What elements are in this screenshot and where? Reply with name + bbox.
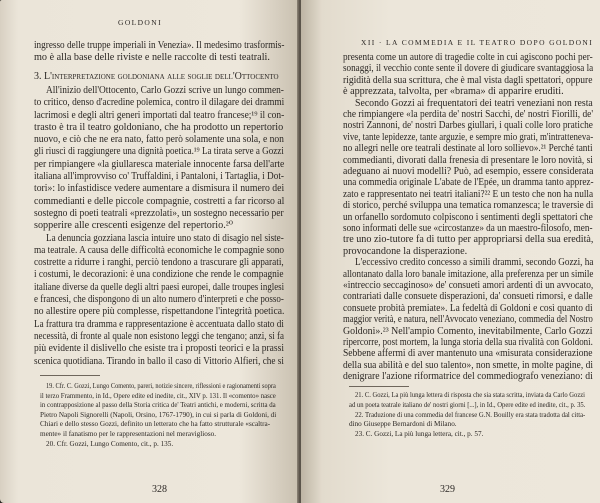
right-footnote-line: 21. C. Gozzi, La più lunga lettera di risposta che sia stata scritta, inviata da Carlo Gozzi	[355, 391, 585, 399]
right-text-line: una commedia originale L'abate de l'Epée, un dramma tanto apprez-	[343, 177, 594, 189]
left-text-line: per rimpiangere «la giullaresca materiale innocente farsa dell'arte	[34, 158, 285, 170]
right-text-line: sonaggi, il vecchio conte sente il dovere di giudicare svantaggiosa la	[343, 63, 594, 75]
right-text-line: Secondo Gozzi ai frequentatori dei teatri veneziani non resta	[355, 97, 593, 109]
left-text-line: La frattura tra dramma e rappresentazione è accentuata dallo stato di	[34, 318, 284, 330]
left-text-line: no allestire opere più complesse, rispettandone l'integrità poetica.	[34, 306, 285, 318]
right-text-line: un orfanello sordomuto colpiscono i sentimenti degli spettatori che	[343, 211, 593, 223]
right-text-line: ripercorre, post mortem, la lunga storia della sua rivalità con Goldoni.	[343, 337, 593, 348]
left-text-line: e francesi, che dispongono di un alto numero d'interpreti e che posso-	[34, 294, 284, 305]
left-footnote-line: in contrapposizione al passo della Storia critica de' Teatri antichi, e moderni, scritta da	[40, 401, 276, 410]
left-text-line: La denuncia gozziana lascia intuire uno stato di disagio nel siste-	[46, 232, 284, 244]
right-text-line: «intreccio seccaginoso» de' consueti amori ardenti di un avvocato,	[343, 280, 594, 291]
left-footnote-line: 20. Cfr. Gozzi, Lungo Comento, cit., p. 135.	[46, 439, 174, 448]
right-text-line: sono informati delle sue «circostanze» da un maestro-filosofo, men-	[343, 223, 593, 234]
left-footnote-rule	[40, 375, 100, 376]
right-page	[301, 0, 600, 503]
right-text-line: è apprezzata, talvolta, per «brama» di apparire eruditi.	[343, 86, 564, 98]
right-text-line: presenta come un autore di tragedie colte in cui agiscono pochi per-	[343, 52, 593, 63]
right-text-line: commedianti, divorati dalla frenesia di presentare le loro novità, si	[343, 154, 593, 166]
right-text-line: L'eccessivo credito concesso a simili drammi, secondo Gozzi, ha	[355, 257, 594, 269]
left-text-line: 3. L'interpretazione goldoniana alle soglie dell'Ottocento	[34, 70, 279, 82]
right-page-number: 329	[440, 484, 455, 495]
left-footnote-line: il terzo Frammento, in Id., Opere edite ed inedite, cit., XIV p. 131. Il «comento» nasce	[40, 391, 276, 400]
left-text-line: All'inizio dell'Ottocento, Carlo Gozzi scrive un lungo commen-	[46, 84, 284, 96]
right-text-line: rigidità della sua scrittura, che è mal vista dagli spettatori, oppure	[343, 74, 593, 86]
right-text-line: adeguano ai nuovi modelli? Può, ad esempio, essere considerata	[343, 166, 594, 177]
right-running-head: XII · LA COMMEDIA E IL TEATRO DOPO GOLDONI	[361, 38, 594, 47]
right-footnote-rule	[349, 386, 409, 387]
left-text-line: italiane diverse da quelle degli altri paesi europei, dalle troupes inglesi	[34, 281, 285, 293]
right-text-line: no allegri nelle ore teatrali destinate al loro sollievo».²¹ Perché tanti	[343, 143, 593, 155]
left-text-line: lacrimosi e degli altri generi importati dal teatro francese;¹⁹ il con-	[34, 109, 285, 121]
right-text-line: provocandone la disperazione.	[343, 245, 468, 257]
left-text-line: necessità, di fronte al quale non esistono leggi che tengano; anzi, si fa	[34, 330, 284, 342]
left-text-line: italiana all'improvviso co' Truffaldini, i Pantaloni, i Tartaglia, i Dot-	[34, 171, 284, 182]
right-text-line: consuete probità premiate». La fedeltà di Goldoni e così quanto di	[343, 302, 593, 314]
right-text-line: che rimpiangere «la perdita de' nostri Sacchi, de' nostri Fiorilli, de'	[343, 109, 594, 120]
right-footnote-line: dino Giuseppe Bernardoni di Milano.	[349, 420, 457, 429]
left-text-line: nuovo, e ciò che ne era nato, fatto però solamente una sola, e non	[34, 134, 284, 146]
left-footnote-line: mente» il fanatismo per le rappresentazioni nel meraviglioso.	[40, 430, 217, 438]
left-text-line: commedianti e delle piccole compagnie, costretti a far ricorso al	[34, 195, 285, 207]
left-text-line: sopperire alle crescenti esigenze del repertorio.²⁰	[34, 220, 233, 232]
right-text-line: tre uno zio-tutore fa di tutto per appropriarsi della sua eredità,	[343, 234, 594, 246]
left-text-line: tori»: lo infastidisce vedere aumentare a dismisura il numero dei	[34, 183, 285, 195]
right-text-line: Sebbene affermi di aver mantenuto una «misurata considerazione	[343, 348, 593, 360]
right-text-line: contrariati dalle consuete disperazioni, da' consueti rimorsi, e dalle	[343, 291, 593, 303]
right-text-line: zato e rappresentato nei teatri italiani?²² E un testo che non ha nulla	[343, 188, 594, 200]
left-text-line: sostegno di poeti teatrali «prezzolati», un sostegno necessario per	[34, 207, 284, 219]
left-text-line: gli riuscì di raggiungere una dignità poetica.¹⁹ La tirata serve a Gozzi	[34, 146, 284, 158]
right-footnote-line: 23. C. Gozzi, La più lunga lettera, cit., p. 57.	[355, 430, 484, 439]
right-text-line: nostri Zannoni, de' nostri Darbes giullari, i quali colle loro pratiche	[343, 120, 593, 132]
right-text-line: Goldoni».²³ Nell'ampio Comento, inevitabilmente, Carlo Gozzi	[343, 325, 593, 337]
left-text-line: ma teatrale. A causa delle difficoltà economiche le compagnie sono	[34, 244, 285, 256]
left-text-line: ingresso delle truppe imperiali in Venezia». Il medesimo trasformis-	[34, 40, 285, 51]
right-text-line: di storico, perché sviluppa una tematica romanzesca; le traversie di	[343, 200, 594, 212]
left-footnote-line: 19. Cfr. C. Gozzi, Lungo Comento, pareri, notizie sincere, riflessioni e ragionamenti sopra	[46, 382, 276, 390]
left-text-line: scenica quotidiana. Tirando in ballo il caso di Vittorio Alfieri, che si	[34, 355, 284, 367]
left-text-line: to critico, denso d'acredine polemica, contro il dilagare dei drammi	[34, 97, 285, 109]
right-text-line: maggior verità, e natura, nell'Avvocato veneziano, commedia del Nostro	[343, 314, 593, 326]
left-footnote-line: Pietro Napoli Signorelli (Napoli, Orsino, 1767-1790), in cui si parla di Goldoni, di	[40, 410, 277, 419]
right-text-line: della sua abilità e del suo talento», non smette, in molte pagine, di	[343, 359, 593, 371]
right-text-line: vive, tante lepidezze, tante arguzie, e sempre mio grati, m'intratteneva-	[343, 131, 594, 143]
left-running-head: GOLDONI	[118, 18, 162, 27]
left-text-line: costrette a ridurre i ranghi, perciò tendono a trascurare gli apparati,	[34, 257, 284, 269]
right-footnote-line: ad un poeta teatrale italiano de' nostri giorni [...], in Id., Opere edite ed inedite, cit., p. 35.	[349, 400, 586, 409]
right-text-line: denigrare l'azione riformatrice del commediografo veneziano: di	[343, 371, 593, 383]
left-text-line: mo è alla base delle riviste e nelle raccolte di testi teatrali.	[34, 52, 270, 64]
right-text-line: allontanato dalla loro banale imitazione, alla preferenza per un simile	[343, 268, 594, 280]
left-text-line: trasto è tra il teatro goldoniano, che ha prodotto un repertorio	[34, 121, 284, 133]
left-footnote-line: Chiari e dello stesso Gozzi, definito un letterato che ha fatto strutturale «scaltra-	[40, 420, 271, 429]
left-page-number: 328	[152, 484, 167, 495]
left-text-line: più evidente il dislivello che esiste tra i proposti teorici e la prassi	[34, 343, 284, 355]
left-page	[0, 0, 299, 503]
right-footnote-line: 22. Traduzione di una commedia del francese G.N. Bouilly era stata tradotta dal citta-	[355, 410, 586, 419]
left-text-line: i costumi, le decorazioni: è una condizione che rende le compagnie	[34, 269, 284, 281]
